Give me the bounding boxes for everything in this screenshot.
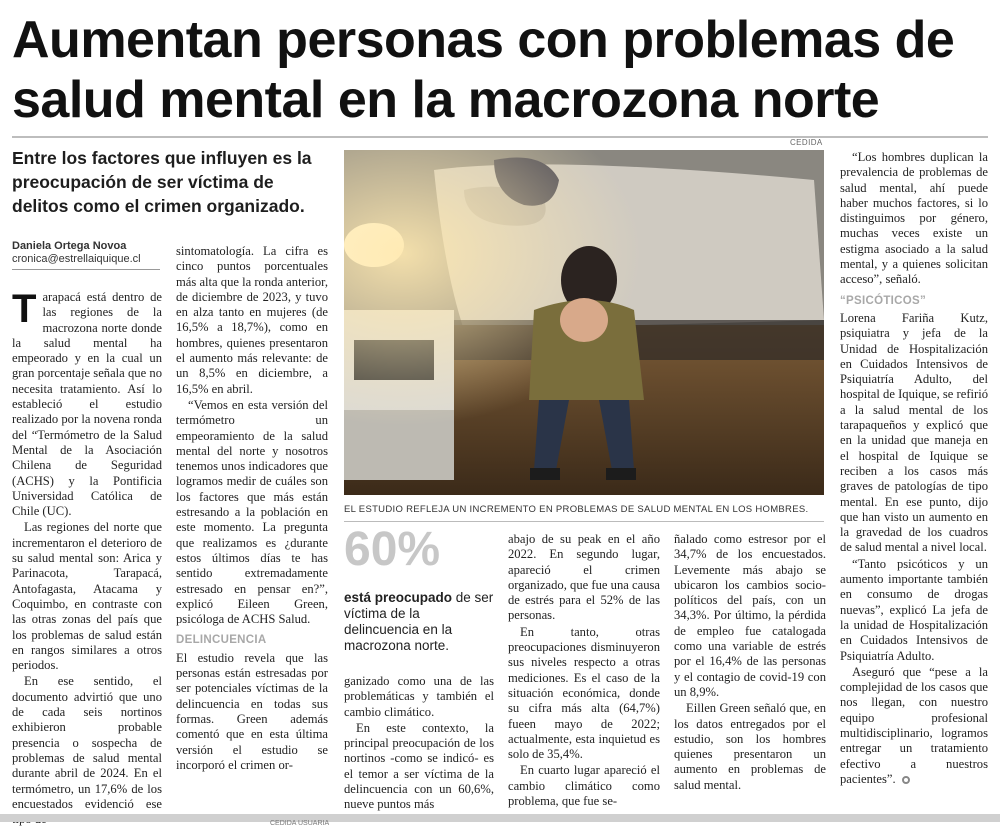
headline: Aumentan personas con problemas de salud mental en la macrozona norte <box>12 11 955 129</box>
photo-credit: CEDIDA <box>790 138 823 147</box>
paragraph <box>12 287 162 519</box>
photo-caption: EL ESTUDIO REFLEJA UN INCREMENTO EN PROBLEMAS DE SALUD MENTAL EN LOS HOMBRES. <box>344 504 809 515</box>
end-of-article-icon <box>902 776 910 784</box>
column-2 <box>176 244 328 773</box>
paragraph: “Los hombres duplican la prevalencia de problemas de salud mental, ahí puede haber muchos factores, si lo distinguimos por género, muchas veces existe un estigma asociado a la salud mental, y a quienes solicitan acceso”, señaló. <box>840 150 988 287</box>
paragraph-text: arapacá está dentro de las regiones de la macrozona norte donde la salud mental ha empeorado y en la cual un gran porcentaje señala que no necesita tratamiento. Así lo estableció el estudio realizado por la novena ronda del “Termómetro de la Salud Mental de la Asociación Chilena de Seguridad (ACHS) y la Pontificia Universidad Católica de Chile (UC). <box>12 290 162 519</box>
subhead: Entre los factores que influyen es la preocupación de ser víctima de delitos como el crimen organizado. <box>12 148 312 216</box>
article-photo <box>344 150 824 495</box>
column-4 <box>508 532 660 809</box>
paragraph: Las regiones del norte que incrementaron el deterioro de su salud mental son: Arica y Parinacota, Tarapacá, Antofagasta, Atacama y Coquimbo, en contraste con las otras zonas del país que los problemas de salud están en rangos similares a otros periodos. <box>12 520 162 673</box>
paragraph: sintomatología. La cifra es cinco puntos porcentuales más alta que la ronda anterior, de diciembre de 2023, y tuvo en alza tanto en mujeres (de 16,5% a 18,7%), como en hombres, quienes presentaron el aumento más relevante: de un 8,5% en diciembre, a 16,5% en abril. <box>176 244 328 396</box>
photo-illustration <box>344 150 824 495</box>
bottom-credit: CEDIDA USUARIA <box>270 820 330 826</box>
paragraph <box>840 665 988 787</box>
paragraph: En tanto, otras preocupaciones disminuyeron sus niveles respecto a otras mediciones. Es el caso de la situación económica, donde su cifra más alta (64,7%) fueen mayo de 2022; actualmente, esta inquietud es solo de 35,4%. <box>508 624 660 762</box>
paragraph: El estudio revela que las personas están estresadas por ser potenciales víctimas de la delincuencia en todas sus formas. Green además comentó que en esta última versión el estudio se incorporó el crimen or- <box>176 650 328 772</box>
section-heading: DELINCUENCIA <box>176 634 267 647</box>
paragraph: Eillen Green señaló que, en los datos entregados por el estudio, son los hombres quienes presentaron un aumento en problemas de salud mental. <box>674 701 826 792</box>
byline-email: cronica@estrellaiquique.cl <box>12 253 141 265</box>
paragraph: “Vemos en esta versión del termómetro un empeoramiento de la salud mental del norte y nosotros tenemos unos indicadores que logramos medir de cuáles son los factores que más están estresando a la población en este momento. La pregunta que realizamos es ¿durante estos últimos días te has sentido extremadamente estresado en pensar en?”, explicó Eileen Green, psicóloga de ACHS Salud. <box>176 397 328 627</box>
dropcap: T <box>12 287 37 331</box>
paragraph-text: Aseguró que “pese a la complejidad de los casos que nos llegan, con nuestro equipo profesional multidisciplinario, logramos entregar un tratamiento efectivo a nuestros pacientes”. <box>840 664 988 786</box>
stat-text <box>344 590 494 654</box>
top-divider <box>12 136 988 138</box>
paragraph: Lorena Fariña Kutz, psiquiatra y jefa de la Unidad de Hospitalización en Cuidados Intensivos de Psiquiatría Adulto, del hospital de Iquique, se refirió a la salud mental de los tarapaqueños y explicó que en la unidad que maneja en el hospital de Iquique se reciben a los casos más graves de patologías de tipo mental. En ese punto, dijo que han visto un aumento en la gravedad de los cuadros de salud mental a nivel local. <box>840 310 988 555</box>
section-heading: “PSICÓTICOS” <box>840 294 927 307</box>
paragraph: “Tanto psicóticos y un aumento importante también en consumo de drogas nuevas”, explicó La jefa de la unidad de Hospitalización en Cuidados Intensivos de Psiquiatría Adulto. <box>840 556 988 663</box>
byline-divider <box>12 269 160 270</box>
column-6 <box>840 150 988 787</box>
paragraph: En este contexto, la principal preocupación de los nortinos -como se indicó- es el temor a ser víctima de la delincuencia con un 60,6%, nueve puntos más <box>344 720 494 812</box>
column-3 <box>344 674 494 813</box>
bottom-bar <box>0 814 1000 822</box>
paragraph: En cuarto lugar apareció el cambio climático como problema, que fue se- <box>508 763 660 809</box>
stat-text-rest: de ser víctima de la delincuencia en la macrozona norte. <box>344 590 494 653</box>
paragraph: abajo de su peak en el año 2022. En segundo lugar, apareció el crimen organizado, que fue una causa de estrés para el 52% de las personas. <box>508 532 660 623</box>
stat-number: 60% <box>344 523 441 576</box>
paragraph: En ese sentido, el documento advirtió que uno de cada seis nortinos exhibieron probable presencia o sospecha de problemas de salud mental durante abril de 2024. En el termómetro, un 17,6% de los encuestados evidenció ese <box>12 674 162 811</box>
byline-name: Daniela Ortega Novoa <box>12 240 127 252</box>
stat-text-bold: está preocupado <box>344 590 453 605</box>
paragraph: ganizado como una de las problemáticas y también el cambio climático. <box>344 674 494 719</box>
column-5 <box>674 532 826 793</box>
column-1 <box>12 287 162 826</box>
paragraph: ñalado como estresor por el 34,7% de los encuestados. Levemente más abajo se ubicaron los cambios socio-políticos del país, con un 34,3%. Por último, la pérdida de empleo fue catalogada como una variable de estrés por el 16,4% de las personas y el contagio de covid-19 con un 8,9%. <box>674 532 826 699</box>
